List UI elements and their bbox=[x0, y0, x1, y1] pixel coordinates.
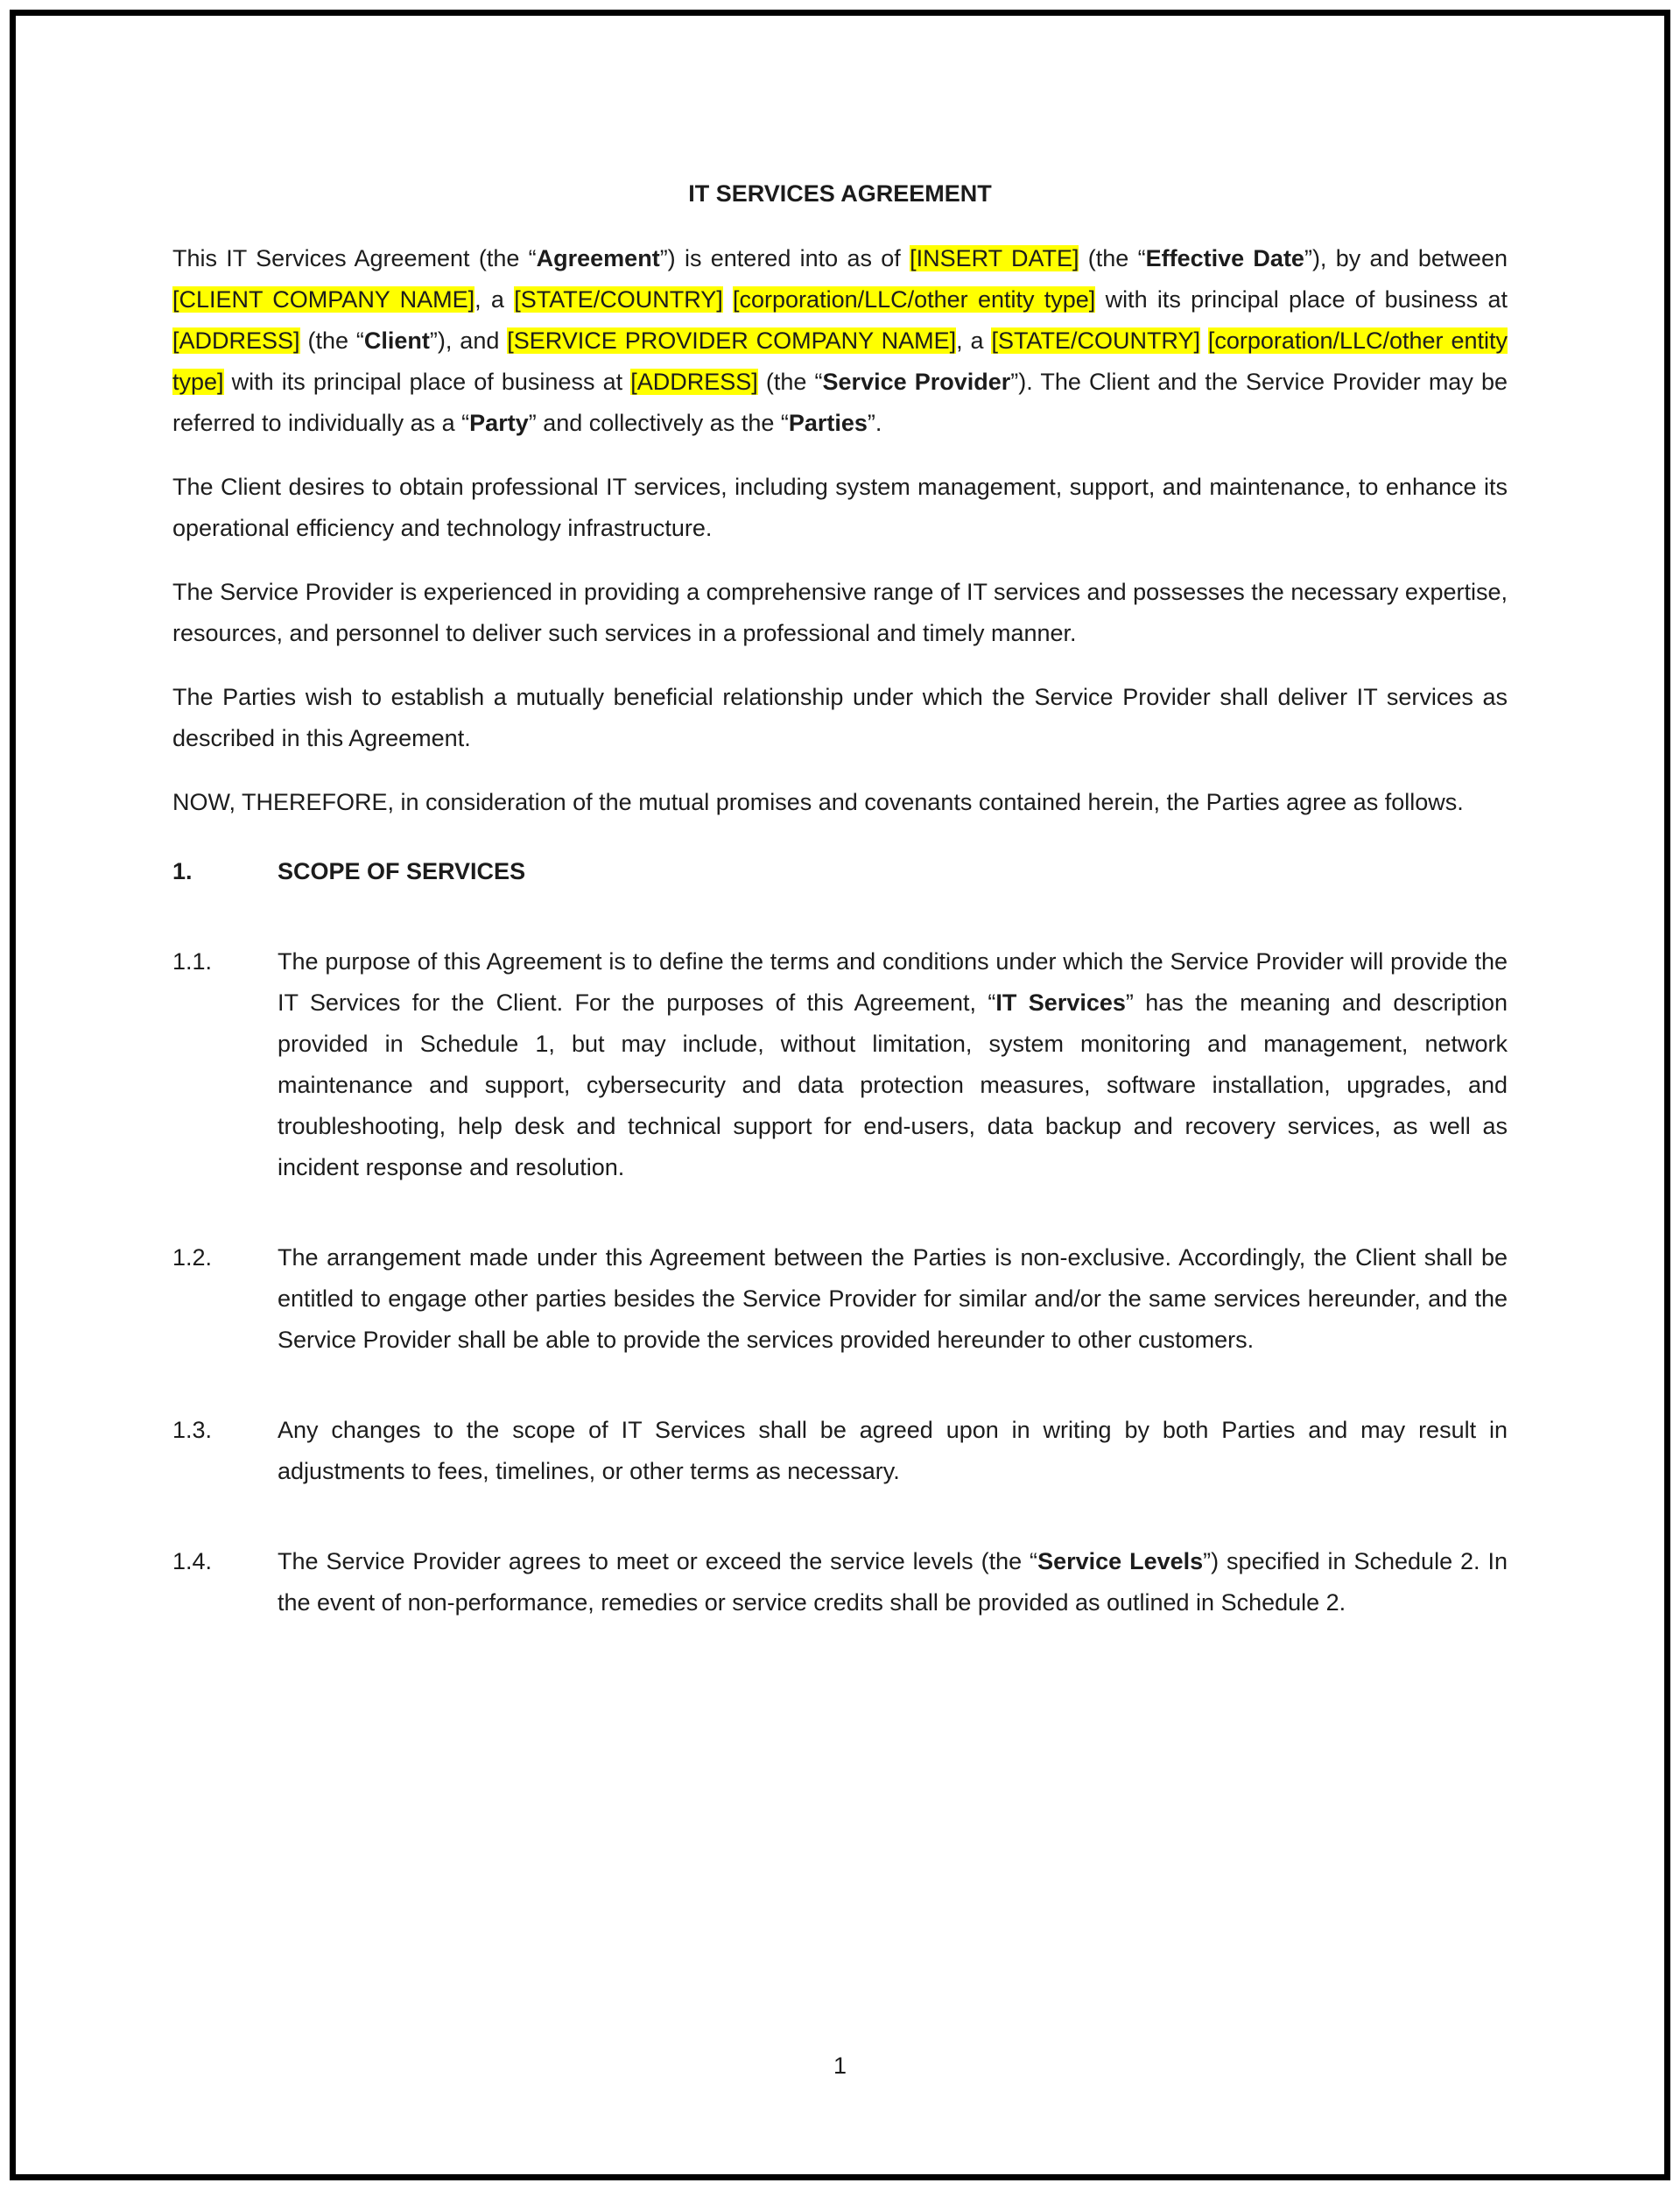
section-clauses bbox=[172, 941, 1508, 1623]
page-number: 1 bbox=[833, 2053, 847, 2079]
clause bbox=[172, 1410, 1508, 1492]
clause-text: Any changes to the scope of IT Services shall be agreed upon in writing by both Parties and may result in adjustments to fees, timelines, or other terms as necessary. bbox=[278, 1417, 1508, 1484]
section-title: SCOPE OF SERVICES bbox=[278, 858, 526, 884]
intro-paragraph: The Service Provider is experienced in providing a comprehensive range of IT services and possesses the necessary expertise, resources, and personnel to deliver such services in a professional and timely manner. bbox=[172, 579, 1508, 646]
clause-number: 1.1. bbox=[172, 948, 213, 975]
clause bbox=[172, 941, 1508, 1188]
clause-number: 1.2. bbox=[172, 1244, 213, 1271]
intro-paragraph: This IT Services Agreement (the “Agreement”) is entered into as of [INSERT DATE] (the “Effective Date”), by and between [CLIENT COMPANY NAME], a [STATE/COUNTRY] [corporation/LLC/other entity type] with its principal place of business at [ADDRESS] (the “Client”), and [SERVICE PROVIDER COMPANY NAME], a [STATE/COUNTRY] [corporation/LLC/other entity type] with its principal place of business at [ADDRESS] (the “Service Provider”). The Client and the Service Provider may be referred to individually as a “Party” and collectively as the “Parties”. bbox=[172, 245, 1508, 436]
document-title: IT SERVICES AGREEMENT bbox=[688, 180, 992, 207]
intro-paragraphs bbox=[172, 238, 1508, 823]
clause-number: 1.3. bbox=[172, 1417, 213, 1443]
intro-paragraph: NOW, THEREFORE, in consideration of the mutual promises and covenants contained herein, the Parties agree as follows. bbox=[172, 789, 1464, 815]
document-content bbox=[172, 173, 1508, 1672]
intro-paragraph: The Parties wish to establish a mutually beneficial relationship under which the Service Provider shall deliver IT services as described in this Agreement. bbox=[172, 684, 1508, 751]
clause-number: 1.4. bbox=[172, 1548, 213, 1574]
intro-paragraph: The Client desires to obtain professional IT services, including system management, support, and maintenance, to enhance its operational efficiency and technology infrastructure. bbox=[172, 474, 1508, 541]
section-number: 1. bbox=[172, 858, 193, 884]
clause-text: The arrangement made under this Agreement between the Parties is non-exclusive. Accordingly, the Client shall be entitled to engage other parties besides the Service Provider for similar and/or the same services hereunder, and the Service Provider shall be able to provide the services provided hereunder to other customers. bbox=[278, 1244, 1508, 1353]
clause-text: The Service Provider agrees to meet or exceed the service levels (the “Service Levels”) specified in Schedule 2. In the event of non-performance, remedies or service credits shall be provided as outlined in Schedule 2. bbox=[278, 1548, 1508, 1616]
clause-text: The purpose of this Agreement is to define the terms and conditions under which the Service Provider will provide the IT Services for the Client. For the purposes of this Agreement, “IT Services” has the meaning and description provided in Schedule 1, but may include, without limitation, system monitoring and management, network maintenance and support, cybersecurity and data protection measures, software installation, upgrades, and troubleshooting, help desk and technical support for end-users, data backup and recovery services, as well as incident response and resolution. bbox=[278, 948, 1508, 1180]
section-heading bbox=[172, 851, 1508, 892]
clause bbox=[172, 1541, 1508, 1623]
clause bbox=[172, 1237, 1508, 1361]
